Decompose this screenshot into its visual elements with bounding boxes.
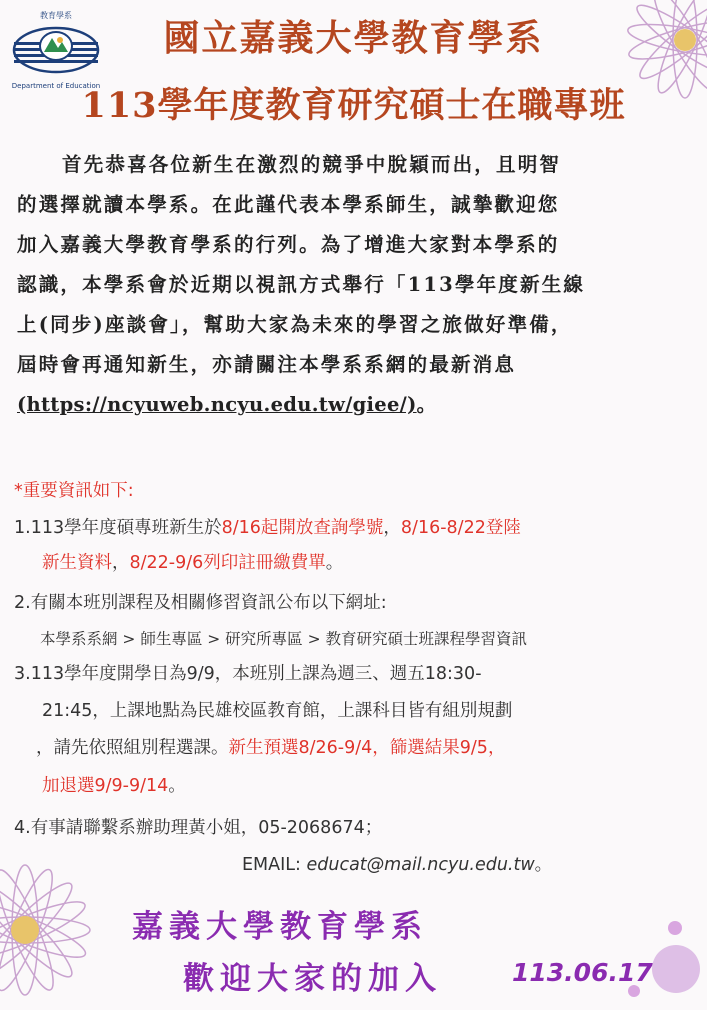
email-label: EMAIL: xyxy=(242,855,307,875)
item1-red-1: 8/16起開放查詢學號 xyxy=(221,518,384,538)
logo-text-top: 教育學系 xyxy=(40,11,72,20)
item3-line3-black: ，請先依照組別程選課。 xyxy=(36,738,229,758)
item1-line2-end: 。 xyxy=(325,553,344,573)
item1-line2-red: 新生資料 xyxy=(42,553,112,573)
decor-circle xyxy=(652,945,700,993)
decor-dot xyxy=(668,921,682,935)
email-end: 。 xyxy=(534,855,553,875)
intro-line: 上(同步)座談會」，幫助大家為未來的學習之旅做好準備， xyxy=(17,313,573,336)
info-item-2-nav-path: 本學系系網 > 師生專區 > 研究所專區 > 教育研究碩士班課程學習資訊 xyxy=(40,630,528,648)
footer-welcome: 歡迎大家的加入 xyxy=(183,961,442,997)
flower-decoration-bottom-left xyxy=(0,830,140,1010)
page-title: 國立嘉義大學教育學系 xyxy=(163,17,544,59)
info-item-4-email-line xyxy=(242,851,552,876)
intro-line: 屆時會再通知新生，亦請關注本學系系網的最新消息 xyxy=(17,353,517,376)
page-subtitle: 113學年度教育研究碩士在職專班 xyxy=(81,85,626,126)
item3-line4-red: 加退選9/9-9/14 xyxy=(42,776,169,796)
footer-department: 嘉義大學教育學系 xyxy=(132,909,428,945)
info-item-1-line-2 xyxy=(42,549,343,574)
department-website-link[interactable]: (https://ncyuweb.ncyu.edu.tw/giee/) xyxy=(17,393,417,416)
info-item-1-line-1 xyxy=(14,514,521,539)
footer-date: 113.06.17 xyxy=(512,958,653,987)
intro-url-suffix: 。 xyxy=(416,393,439,416)
intro-line: 的選擇就讀本學系。在此謹代表本學系師生，誠摯歡迎您 xyxy=(17,193,560,216)
intro-line: 首先恭喜各位新生在激烈的競爭中脫穎而出，且明智 xyxy=(62,153,562,176)
intro-paragraph xyxy=(17,145,697,425)
intro-line: 認識，本學系會於近期以視訊方式舉行「113學年度新生線 xyxy=(17,273,586,296)
logo-text-bottom: Department of Education xyxy=(11,82,101,90)
item1-comma: ， xyxy=(383,518,401,538)
info-item-3-line-4 xyxy=(42,772,186,797)
info-item-3-line-2: 21:45，上課地點為民雄校區教育館，上課科目皆有組別規劃 xyxy=(42,701,513,721)
info-item-2: 2.有關本班別課程及相關修習資訊公布以下網址: xyxy=(14,593,387,613)
info-item-3-line-1: 3.113學年度開學日為9/9，本班別上課為週三、週五18:30- xyxy=(14,664,482,684)
info-heading: *重要資訊如下: xyxy=(14,481,134,501)
intro-line: 加入嘉義大學教育學系的行列。為了增進大家對本學系的 xyxy=(17,233,560,256)
info-item-3-line-3 xyxy=(36,734,505,759)
item3-line4-end: 。 xyxy=(168,776,186,796)
intro-url-line xyxy=(17,385,697,425)
item1-line2-red-2: 8/22-9/6列印註冊繳費單 xyxy=(129,553,326,573)
item1-line2-comma: ， xyxy=(112,553,130,573)
info-item-4-line-1: 4.有事請聯繫系辦助理黃小姐，05-2068674； xyxy=(14,818,383,838)
item3-line3-red: 新生預選8/26-9/4，篩選結果9/5， xyxy=(228,738,506,758)
item1-prefix: 1.113學年度碩專班新生於 xyxy=(14,518,222,538)
email-address[interactable]: educat@mail.ncyu.edu.tw xyxy=(306,855,535,875)
item1-red-2: 8/16-8/22登陸 xyxy=(400,518,521,538)
